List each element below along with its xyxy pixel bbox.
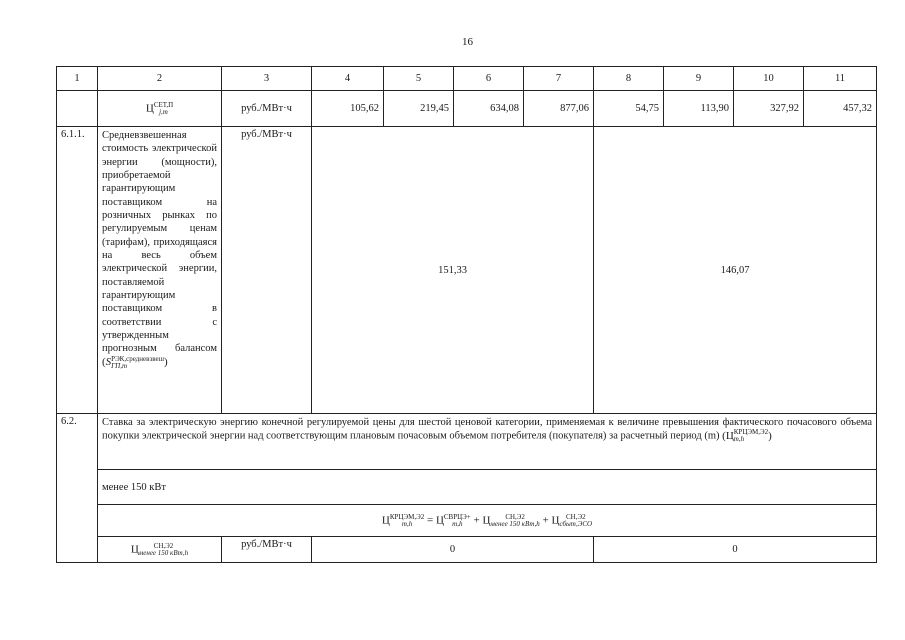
last-unit: руб./МВт·ч bbox=[222, 537, 312, 563]
tariff-value: 219,45 bbox=[384, 91, 454, 127]
empty-cell bbox=[57, 91, 98, 127]
tariff-value: 327,92 bbox=[734, 91, 804, 127]
formula: Ц КРЦЭМ,Э2 m,h = Ц СВРЦЭ+ m,h + Ц СН,Э2 менее 150 кВт,h + Ц СН,Э2 сбыт,ЭСО bbox=[98, 505, 877, 537]
tariff-value: 634,08 bbox=[454, 91, 524, 127]
value-cell: 146,07 bbox=[594, 127, 877, 414]
row-symbol: (Ц КРЦЭМ,Э2 m,h ) bbox=[722, 428, 772, 444]
header-cell: 3 bbox=[222, 67, 312, 91]
row-number: 6.1.1. bbox=[57, 127, 98, 414]
row-6-1-1 bbox=[57, 127, 877, 414]
header-cell: 5 bbox=[384, 67, 454, 91]
row-unit: руб./МВт·ч bbox=[222, 127, 312, 414]
page-number: 16 bbox=[462, 36, 473, 48]
header-row bbox=[57, 67, 877, 91]
row-description: Средневзвешенная стоимость электрической энергии (мощности), приобретаемой гарантирующим поставщиком на розничных рынках по регулируемым ценам (тарифам), приходящаяся на весь объем электрической энергии, поставляемой гарантирующим поставщиком в соответствии с утвержденным прогнозным балансом (S РЭК,средневзвеш ГП,m ) bbox=[98, 127, 222, 414]
formula-row bbox=[57, 505, 877, 537]
header-cell: 4 bbox=[312, 67, 384, 91]
tariff-row bbox=[57, 91, 877, 127]
tariff-value: 877,06 bbox=[524, 91, 594, 127]
value-cell: 151,33 bbox=[312, 127, 594, 414]
tariff-symbol: Ц СЕТ,П j,m bbox=[98, 91, 222, 127]
last-row bbox=[57, 537, 877, 563]
header-cell: 1 bbox=[57, 67, 98, 91]
bracket-row bbox=[57, 470, 877, 505]
tariff-value: 54,75 bbox=[594, 91, 664, 127]
tariff-value: 457,32 bbox=[804, 91, 877, 127]
row-number: 6.2. bbox=[57, 414, 98, 563]
tariff-value: 113,90 bbox=[664, 91, 734, 127]
row-6-2 bbox=[57, 414, 877, 470]
row-description: Ставка за электрическую энергию конечной регулируемой цены для шестой ценовой категории, применяемая к величине превышения фактического почасового объема покупки электрической энергии над соответствующим плановым почасовым объемом потребителя (покупателя) за расчетный период (m) (Ц КРЦЭМ,Э2 m,h ) bbox=[98, 414, 877, 470]
bracket-label: менее 150 кВт bbox=[98, 470, 877, 505]
value-cell: 0 bbox=[312, 537, 594, 563]
tariff-unit: руб./МВт·ч bbox=[222, 91, 312, 127]
header-cell: 9 bbox=[664, 67, 734, 91]
header-cell: 7 bbox=[524, 67, 594, 91]
header-cell: 10 bbox=[734, 67, 804, 91]
row-symbol: (S РЭК,средневзвеш ГП,m ) bbox=[102, 354, 168, 370]
last-symbol: Ц СН,Э2 менее 150 кВт,h bbox=[98, 537, 222, 563]
tariff-table bbox=[56, 66, 877, 563]
header-cell: 8 bbox=[594, 67, 664, 91]
header-cell: 6 bbox=[454, 67, 524, 91]
value-cell: 0 bbox=[594, 537, 877, 563]
tariff-value: 105,62 bbox=[312, 91, 384, 127]
header-cell: 11 bbox=[804, 67, 877, 91]
header-cell: 2 bbox=[98, 67, 222, 91]
